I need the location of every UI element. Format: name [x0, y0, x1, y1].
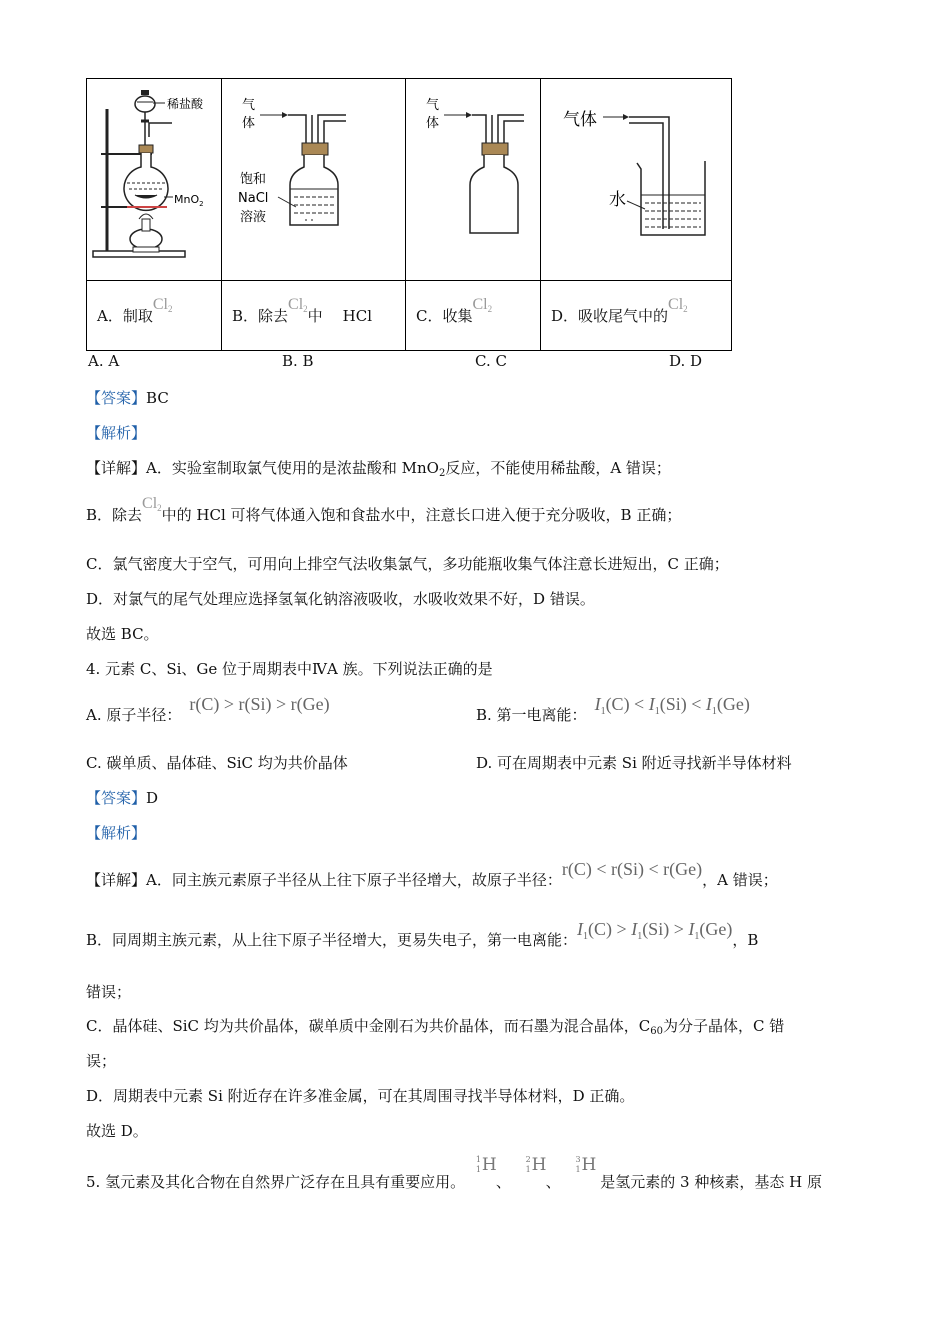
isotope-h2: 2 1 H — [525, 1155, 547, 1175]
radius-formula: r(C) > r(Si) > r(Ge) — [189, 694, 330, 714]
gas-label: 气 — [242, 98, 256, 113]
q4-detail-a: 【详解】A．同主族元素原子半径从上往下原子半径增大，故原子半径：r(C) < r(Si) < r(Ge)，A 错误； — [86, 859, 778, 889]
solution-label-1: 饱和 — [240, 172, 267, 187]
gas-label: 气体 — [563, 110, 597, 130]
option-d: D. D — [669, 352, 703, 370]
apparatus-a-caption: A．制取$Cl_2$ — [87, 281, 222, 351]
gas-label-2: 体 — [426, 116, 440, 131]
gas-collection-bottle-diagram — [406, 79, 540, 276]
cl2-formula: $Cl_2$ — [668, 296, 688, 314]
tail-gas-absorption-diagram — [541, 79, 731, 276]
q4-conclusion: 故选 D。 — [86, 1122, 148, 1140]
water-label: 水 — [609, 190, 626, 210]
q4-detail-c-cont: 误； — [86, 1052, 117, 1070]
gas-label: 气 — [426, 98, 440, 113]
q4-detail-d: D．周期表中元素 Si 附近存在许多准金属，可在其周围寻找半导体材料，D 正确。 — [86, 1087, 635, 1105]
apparatus-a-cell — [87, 79, 222, 281]
option-c: C. C — [475, 352, 507, 370]
q4-analysis-tag: 【解析】 — [86, 824, 147, 842]
q4-option-c: C. 碳单质、晶体硅、SiC 均为共价晶体 — [86, 754, 348, 772]
ionization-formula: $I_1(C) > I_1(Si) > I_1(Ge)$ — [577, 919, 733, 942]
solution-label-3: 溶液 — [240, 210, 267, 225]
apparatus-table — [86, 78, 732, 351]
gas-washing-bottle-diagram — [222, 79, 405, 276]
q4-option-a: A. 原子半径：r(C) > r(Si) > r(Ge) — [86, 694, 330, 724]
gas-label-2: 体 — [242, 116, 256, 131]
q4-answer: 【答案】D — [86, 789, 159, 807]
apparatus-b-cell — [222, 79, 406, 281]
apparatus-c-cell — [406, 79, 541, 281]
q4-detail-c: C．晶体硅、SiC 均为共价晶体，碳单质中金刚石为共价晶体，而石墨为混合晶体，$C_{60}$为分子晶体，C 错 — [86, 1017, 785, 1037]
mno2-label: MnO$_2$ — [174, 193, 204, 208]
q3-conclusion: 故选 BC。 — [86, 625, 159, 643]
q4-option-d: D. 可在周期表中元素 Si 附近寻找新半导体材料 — [476, 754, 792, 772]
cl2-formula: $Cl_2$ — [152, 296, 173, 314]
solution-label-2: NaCl — [238, 191, 269, 206]
q3-detail-d: D．对氯气的尾气处理应选择氢氧化钠溶液吸收，水吸收效果不好，D 错误。 — [86, 590, 595, 608]
q3-analysis-tag: 【解析】 — [86, 424, 147, 442]
apparatus-c-caption: C．收集$Cl_2$ — [406, 281, 541, 351]
option-a: A. A — [88, 352, 120, 370]
q5-stem: 5. 氢元素及其化合物在自然界广泛存在且具有重要应用。 1 1 H 、 2 1 H 、 3 1 H 是氢元素的 3 种核素，基态 H 原 — [86, 1155, 822, 1191]
ionization-formula: $I_1(C) < I_1(Si) < I_1(Ge)$ — [594, 694, 750, 717]
q4-option-b: B. 第一电离能：$I_1(C) < I_1(Si) < I_1(Ge)$ — [476, 694, 750, 724]
dilute-hcl-label: 稀盐酸 — [167, 97, 204, 111]
q4-detail-b: B．同周期主族元素，从上往下原子半径增大，更易失电子，第一电离能：$I_1(C) > I_1(Si) > I_1(Ge)$，B — [86, 919, 759, 949]
apparatus-b-caption: B．除去$Cl_2$中 HCl — [222, 281, 406, 351]
isotope-h3: 3 1 H — [575, 1155, 597, 1175]
q4-detail-b-cont: 错误； — [86, 983, 132, 1001]
q3-detail-a: 【详解】A．实验室制取氯气使用的是浓盐酸和 MnO$_2$反应，不能使用稀盐酸，A 错误； — [86, 459, 671, 479]
q3-answer: 【答案】BC — [86, 389, 169, 407]
cl2-formula: $Cl_2$ — [472, 296, 493, 314]
radius-formula: r(C) < r(Si) < r(Ge) — [561, 859, 703, 879]
cl2-formula: $Cl_2$ — [142, 495, 162, 513]
isotope-h1: 1 1 H — [475, 1155, 497, 1175]
q4-stem: 4. 元素 C、Si、Ge 位于周期表中ⅣA 族。下列说法正确的是 — [86, 660, 493, 678]
q3-detail-b: B．除去$Cl_2$中的 HCl 可将气体通入饱和食盐水中，注意长口进入便于充分吸收，B 正确； — [86, 495, 682, 524]
chlorine-generator-diagram — [87, 79, 221, 276]
cl2-formula: $Cl_2$ — [288, 296, 308, 314]
option-b: B. B — [282, 352, 314, 370]
apparatus-d-caption: D．吸收尾气中的$Cl_2$ — [541, 281, 732, 351]
apparatus-d-cell — [541, 79, 732, 281]
q3-detail-c: C．氯气密度大于空气，可用向上排空气法收集氯气，多功能瓶收集气体注意长进短出，C 正确； — [86, 555, 729, 573]
